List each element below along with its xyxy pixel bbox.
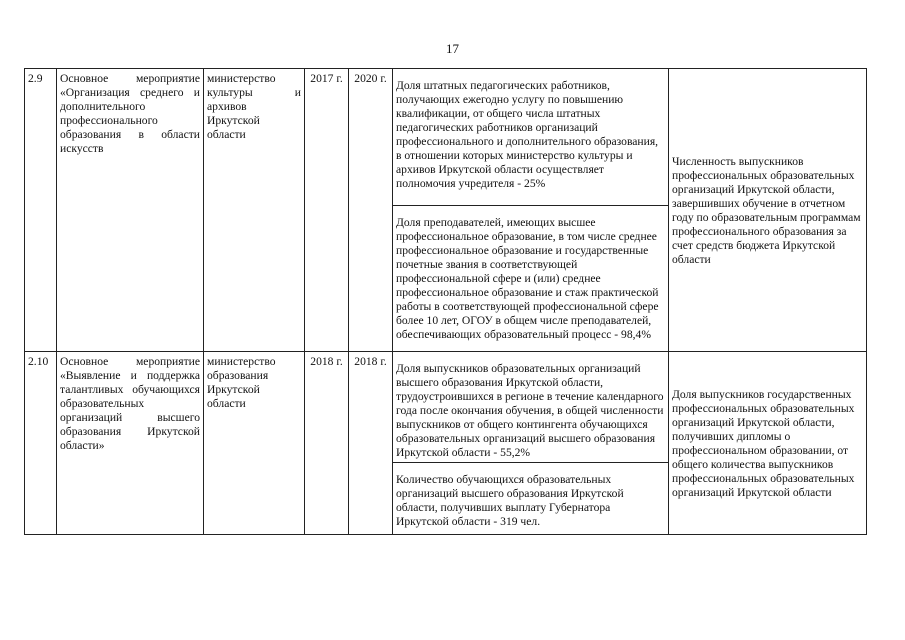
- end-year: 2018 г.: [349, 352, 393, 535]
- row-number: 2.10: [25, 352, 57, 535]
- target-indicator: Доля преподавателей, имеющих высшее профессиональное образование, в том числе среднее профессиональное образование и государственные почетные звания в соответствующей профессиональной сфере и (или) среднее профессиональное образование и стаж практической работы в соответствующей профессиональной сфере более 10 лет, ОГОУ в общем числе преподавателей, обеспечивающих образовательный процесс - 98,4%: [393, 206, 669, 352]
- table-row: [25, 69, 867, 206]
- event-name: Основное мероприятие «Организация среднего и дополнительного профессионального образования в области искусств: [57, 69, 204, 352]
- end-year: 2020 г.: [349, 69, 393, 352]
- executor: министерство образования Иркутской области: [204, 352, 305, 535]
- executor: министерство культуры и архивов Иркутской области: [204, 69, 305, 352]
- target-indicator: Доля выпускников образовательных организаций высшего образования Иркутской области, трудоустроившихся в регионе в течение календарного года после окончания обучения, в общей численности выпускников от общего контингента обучающихся образовательных организаций высшего образования Иркутской области - 55,2%: [393, 352, 669, 463]
- expected-result: Численность выпускников профессиональных образовательных организаций Иркутской области, завершивших обучение в отчетном году по образовательным программам профессионального образования за счет средств бюджета Иркутской области: [669, 69, 867, 352]
- target-indicator: Количество обучающихся образовательных организаций высшего образования Иркутской области, получивших выплату Губернатора Иркутской области - 319 чел.: [393, 463, 669, 535]
- program-measures-table: [24, 68, 867, 535]
- table-row: [25, 352, 867, 463]
- target-indicator: Доля штатных педагогических работников, получающих ежегодно услугу по повышению квалификации, от общего числа штатных педагогических работников организаций профессионального и дополнительного образования, в отношении которых министерство культуры и архивов Иркутской области осуществляет полномочия учредителя - 25%: [393, 69, 669, 206]
- row-number: 2.9: [25, 69, 57, 352]
- expected-result: Доля выпускников государственных профессиональных образовательных организаций Иркутской области, получивших дипломы о профессиональном образовании, от общего количества выпускников профессиональных образовательных организаций Иркутской области: [669, 352, 867, 535]
- page-number: 17: [446, 41, 459, 56]
- start-year: 2018 г.: [305, 352, 349, 535]
- start-year: 2017 г.: [305, 69, 349, 352]
- event-name: Основное мероприятие «Выявление и поддержка талантливых обучающихся образовательных организаций высшего образования Иркутской области»: [57, 352, 204, 535]
